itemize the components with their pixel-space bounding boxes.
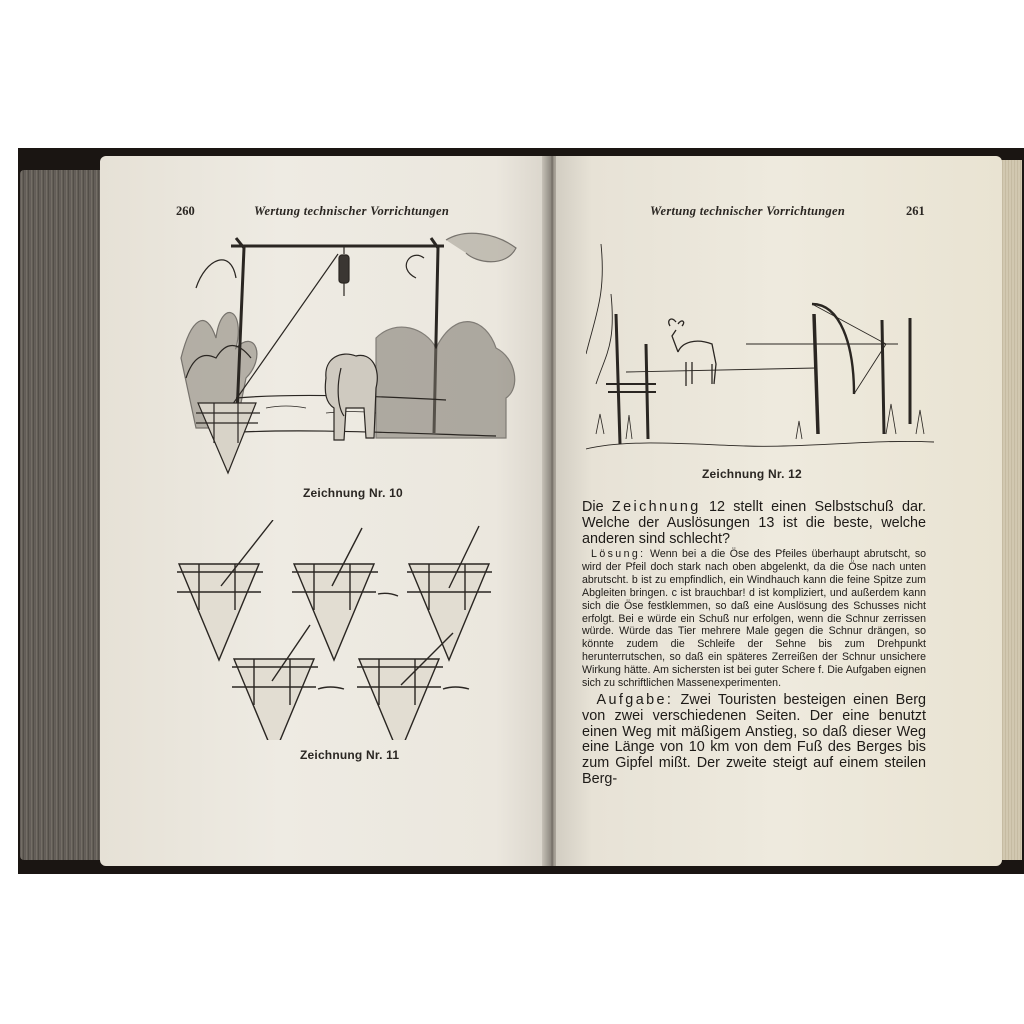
page-edges-left xyxy=(20,170,104,860)
figure-11-triggers xyxy=(172,520,492,740)
figure-11-caption: Zeichnung Nr. 11 xyxy=(300,748,400,762)
task-label: Aufgabe: xyxy=(596,692,674,708)
paragraph-zeichnung-12 xyxy=(582,500,926,547)
task-text: Zwei Touristen besteigen einen Berg von zwei verschiedenen Seiten. Der eine benutzt einen Weg mit mäßigem Anstieg, so daß dieser Weg eine Länge von 10 km von dem Fuß des Berges bis zum Gipfel mißt. Der zweite steigt auf einem steilen Berg- xyxy=(582,692,927,787)
para1-text: 12 stellt einen Selbstschuß dar. Welche der Auslösungen 13 ist die beste, welche anderen sind schlecht? xyxy=(582,499,927,547)
right-page-number: 261 xyxy=(906,204,925,218)
figure-10-elephant-trap xyxy=(176,228,526,480)
para1-lead: Die xyxy=(582,499,612,515)
solution-text: Wenn bei a die Öse des Pfeiles überhaupt abrutscht, so wird der Pfeil doch stark nach oben abgelenkt, da die Öse nach unten abrutscht. b ist zu empfindlich, ein Windhauch kann die feine Spitze zum Abgleiten bringen. c ist brauchbar! d ist kompliziert, und außerdem kann sich die Öse festklemmen, so daß eine Auslösung des Schusses nicht erfolgt. Bei e würde ein Schuß nur erfolgen, wenn die Schnur zerrissen würde. Würde das Tier mehrere Male gegen die Schnur drängen, so könnte zudem die Schleife der Sehne bis zum Drehpunkt herunterrutschen, so daß ein späteres Zerreißen der Schnur unsichere Wirkung hätte. Am sichersten ist bei guter Schere f. Die Aufgaben eignen sich zu schriftlichen Massenexperimenten. xyxy=(582,548,927,690)
paragraph-aufgabe xyxy=(582,693,926,788)
para1-spaced: Zeichnung xyxy=(611,499,701,515)
paragraph-loesung xyxy=(582,548,926,690)
figure-12-caption: Zeichnung Nr. 12 xyxy=(702,467,802,481)
figure-10-caption: Zeichnung Nr. 10 xyxy=(303,486,403,500)
right-running-head: Wertung technischer Vorrichtungen xyxy=(650,204,846,218)
left-running-head: Wertung technischer Vorrichtungen xyxy=(254,204,450,218)
figure-12-self-shot xyxy=(586,234,934,456)
solution-label: Lösung: xyxy=(591,548,646,560)
left-page-number: 260 xyxy=(176,204,195,218)
